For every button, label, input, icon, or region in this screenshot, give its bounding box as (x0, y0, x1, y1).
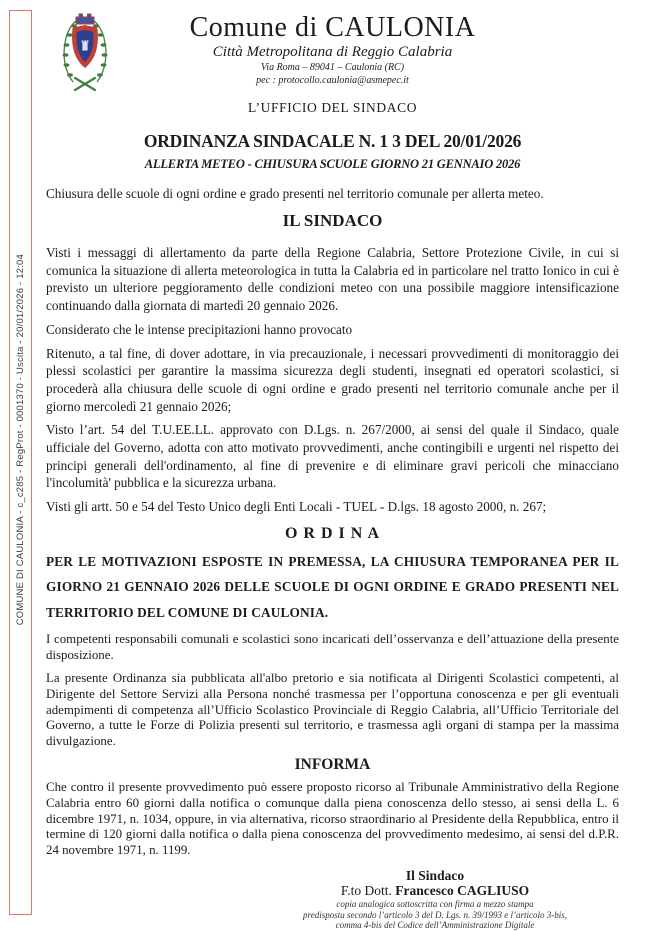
premise-paragraph: Considerato che le intense precipitazioni hanno provocato (46, 321, 353, 337)
office-name: L’UFFICIO DEL SINDACO (247, 100, 418, 115)
ordinance-subject: ALLERTA METEO - CHIUSURA SCUOLE GIORNO 21 GENNAIO 2026 (144, 157, 521, 171)
premises-block (46, 244, 619, 516)
ordinance-summary: Chiusura delle scuole di ogni ordine e grado presenti nel territorio comunale per allerta meteo. (46, 186, 544, 201)
signer-name: Francesco CAGLIUSO (395, 882, 530, 898)
signature-disclaimer (265, 899, 605, 931)
signature-block (265, 868, 605, 931)
execution-paragraph: I competenti responsabili comunali e scolastici sono incaricati dell’osservanza e dell’attuazione della presente disposizione. (46, 632, 619, 663)
disclaimer-line: predisposta secondo l’articolo 3 del D. Lgs. n. 39/1993 e l’articolo 3-bis, (303, 909, 567, 920)
informa-text: Che contro il presente provvedimento può essere proposto ricorso al Tribunale Amministrativo della Regione Calabria entro 60 giorni dalla notifica o comunque dalla piena conoscenza dello stesso, ai sensi della L. 6 dicembre 1971, n. 1034, oppure, in via alternativa, ricorso straordinario al Presidente della Repubblica, entro il termine di 120 giorni dalla notifica o dalla piena conoscenza del provvedimento medesimo, ai sensi del d.P.R. 24 novembre 1971, n. 1199. (46, 779, 619, 858)
protocol-stamp-strip (9, 10, 32, 915)
signer-role: Il Sindaco (405, 867, 465, 883)
document-body (46, 0, 619, 931)
signature-prefix: F.to Dott. (340, 882, 392, 898)
address-line: Via Roma – 89041 – Caulonia (RC) (260, 62, 405, 73)
ordinance-title: ORDINANZA SINDACALE N. 1 3 DEL 20/01/2026 (143, 131, 522, 151)
execution-block (46, 632, 619, 750)
premise-paragraph: Visti i messaggi di allertamento da parte della Regione Calabria, Settore Protezione Civile, in cui si comunica la situazione di allerta meteorologica in tutta la Calabria ed in particolare nel tratto Ionico in cui è previsto un ulteriore peggioramento delle condizioni meteo con una possibile maggiore intensificazione continuando dalla giornata di martedì 20 gennaio 2026. (46, 245, 619, 314)
section-heading-informa: INFORMA (294, 755, 371, 773)
protocol-stamp-text: COMUNE DI CAULONIA - c_c285 - RegProt - 0001370 - Uscita - 20/01/2026 - 12:04 (15, 253, 26, 626)
disclaimer-line: copia analogica sottoscritta con firma a mezzo stampa (336, 898, 534, 909)
signer-name-line (265, 883, 605, 899)
premise-paragraph: Visto l’art. 54 del T.U.EE.LL. approvato con D.Lgs. n. 267/2000, ai sensi del quale il Sindaco, quale ufficiale del Governo, adotta con atto motivato provvedimenti, anche contingibili e urgenti nel rispetto dei principi generali dell'ordinamento, al fine di prevenire e di eliminare gravi pericoli che minacciano l'incolumità' pubblica e la sicurezza urbana. (46, 422, 619, 491)
premise-paragraph: Ritenuto, a tal fine, di dover adottare, in via precauzionale, i necessari provvedimenti di monitoraggio dei plessi scolastici per garantire la massima sicurezza degli studenti, insegnati ed operatori scolastici, si procederà alla chiusura delle scuole di ogni ordine e grado presenti nel territorio comunale anche per il giorno mercoledì 21 gennaio 2026; (46, 345, 619, 414)
municipality-name: Comune di CAULONIA (189, 12, 476, 43)
order-text: PER LE MOTIVAZIONI ESPOSTE IN PREMESSA, LA CHIUSURA TEMPORANEA PER IL GIORNO 21 GENNAIO 2026 DELLE SCUOLE DI OGNI ORDINE E GRADO PRESENTI NEL TERRITORIO DEL COMUNE DI CAULONIA. (46, 553, 619, 620)
disclaimer-line: comma 4-bis del Codice dell’Amministrazione Digitale (335, 920, 535, 931)
metropolitan-city-line: Città Metropolitana di Reggio Calabria (212, 44, 453, 60)
premise-paragraph: Visti gli artt. 50 e 54 del Testo Unico degli Enti Locali - TUEL - D.lgs. 18 agosto 2000, n. 267; (46, 499, 547, 515)
section-heading-ordina: O R D I N A (284, 524, 380, 542)
execution-paragraph: La presente Ordinanza sia pubblicata all'albo pretorio e sia notificata al Dirigenti Scolastici competenti, al Dirigente del Settore Servizi alla Persona nonché trasmessa per l’opportuna conoscenza e per gli eventuali adempimenti di competenza all’Ufficio Scolastico Provinciale di Reggio Calabria, all’Ufficio Territoriale del Governo, a tutte le Forze di Polizia presenti sul territorio, e trasmessa agli organi di stampa per la massima divulgazione. (46, 670, 619, 749)
section-heading-sindaco: IL SINDACO (282, 211, 383, 230)
pec-line: pec : protocollo.caulonia@asmepec.it (256, 74, 409, 86)
